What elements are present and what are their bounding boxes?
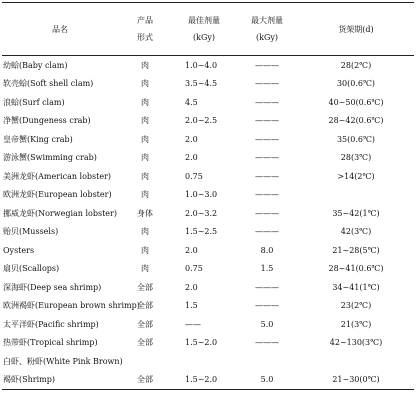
cell-form: 肉	[141, 171, 149, 181]
cell-shelf-life: 21~30(0℃)	[298, 371, 414, 390]
cell-optimal-dose	[172, 352, 236, 371]
cell-shelf-life: 42(3℃)	[340, 227, 372, 237]
cell-shelf-life: 21(3℃)	[340, 319, 372, 329]
cell-form: 全部	[137, 301, 153, 311]
cell-shelf-life: 42~130(3℃)	[329, 338, 383, 348]
cell-max-dose: 8.0	[260, 245, 274, 255]
table-row	[2, 241, 414, 260]
cell-name: 美洲龙虾(American lobster)	[3, 171, 112, 181]
cell-shelf-life: 30(0.6℃)	[336, 79, 376, 89]
cell-form: 肉	[141, 134, 149, 144]
cell-optimal-dose: 2.0	[185, 134, 198, 144]
table-row	[2, 149, 414, 168]
cell-form: 肉	[141, 116, 149, 126]
cell-shelf-life: >14(2℃)	[337, 171, 375, 181]
cell-optimal-dose: 1.5	[185, 301, 198, 311]
cell-max-dose: 5.0	[260, 319, 274, 329]
cell-form: 肉	[141, 97, 149, 107]
cell-form: 全部	[137, 338, 153, 348]
cell-name: 褐虾(Shrimp)	[2, 371, 118, 390]
cell-max-dose: ———	[255, 282, 279, 292]
table-body	[2, 56, 414, 390]
cell-max-dose: ———	[255, 208, 279, 218]
table-row	[2, 93, 414, 112]
table-row	[2, 334, 414, 353]
cell-optimal-dose: 1.0~3.0	[185, 190, 218, 200]
cell-shelf-life	[298, 186, 414, 205]
cell-name: 热带虾(Tropical shrimp)	[3, 338, 98, 348]
cell-shelf-life	[298, 352, 414, 371]
table-row	[2, 352, 414, 371]
table-row	[2, 130, 414, 149]
cell-max-dose: ———	[255, 301, 279, 311]
cell-name: 浪蛤(Surf clam)	[3, 97, 65, 107]
table-row	[2, 112, 414, 131]
cell-max-dose	[236, 352, 298, 371]
cell-optimal-dose: 1.5~2.0	[172, 371, 236, 390]
cell-optimal-dose: 1.5~2.0	[185, 338, 218, 348]
cell-name: 太平洋虾(Pacific shrimp)	[3, 319, 99, 329]
table-row	[2, 167, 414, 186]
cell-max-dose: ———	[255, 116, 279, 126]
cell-name: 扇贝(Scallops)	[3, 264, 60, 274]
table-row	[2, 223, 414, 242]
cell-shelf-life: 21~28(5℃)	[332, 245, 380, 255]
cell-max-dose: ———	[255, 153, 279, 163]
table-row	[2, 260, 414, 279]
table-row	[2, 186, 414, 205]
cell-form: 肉	[141, 153, 149, 163]
cell-shelf-life: 34~41(1℃)	[332, 282, 380, 292]
cell-name: 白虾、粉虾(White Pink Brown)	[3, 356, 123, 366]
cell-optimal-dose: 2.0~2.5	[185, 116, 218, 126]
table-row	[2, 278, 414, 297]
table-row	[2, 297, 414, 316]
cell-max-dose: ———	[255, 227, 279, 237]
header-shelf-life: 货架期(d)	[298, 3, 414, 56]
cell-optimal-dose: 2.0~3.2	[185, 208, 218, 218]
cell-name: 软壳蛤(Soft shell clam)	[3, 79, 94, 89]
header-max-dose: 最大剂量 (kGy)	[236, 3, 298, 56]
header-name: 品名	[2, 3, 118, 56]
cell-optimal-dose: 0.75	[185, 264, 203, 274]
cell-max-dose: ———	[255, 60, 279, 70]
irradiation-dose-table	[2, 2, 414, 390]
cell-max-dose: ———	[255, 79, 279, 89]
cell-shelf-life: 28(3℃)	[340, 153, 372, 163]
cell-name: 欧洲龙虾(European lobster)	[3, 190, 112, 200]
cell-name: 贻贝(Mussels)	[3, 227, 59, 237]
cell-form: 肉	[141, 245, 149, 255]
cell-form: 全部	[137, 282, 153, 292]
table-row	[2, 56, 414, 75]
cell-shelf-life: 28(2℃)	[340, 60, 372, 70]
cell-name: 净蟹(Dungeness crab)	[3, 116, 91, 126]
cell-max-dose: ———	[255, 190, 279, 200]
cell-optimal-dose: 3.5~4.5	[185, 79, 218, 89]
cell-optimal-dose: 2.0	[185, 245, 198, 255]
cell-max-dose: 1.5	[260, 264, 274, 274]
cell-name: 挪威龙虾(Norwegian lobster)	[3, 208, 117, 218]
cell-form: 肉	[141, 190, 149, 200]
cell-name: Oysters	[3, 245, 35, 255]
cell-form: 全部	[137, 319, 153, 329]
cell-name: 深海虾(Deep sea shrimp)	[3, 282, 102, 292]
table-row	[2, 371, 414, 390]
table-row	[2, 315, 414, 334]
cell-optimal-dose: 2.0	[185, 282, 198, 292]
cell-form: 身体	[137, 208, 153, 218]
cell-form: 肉	[141, 264, 149, 274]
cell-optimal-dose: 1.0~4.0	[185, 60, 218, 70]
cell-form: 肉	[141, 79, 149, 89]
cell-name: 游泳蟹(Swimming crab)	[3, 153, 97, 163]
cell-optimal-dose: 1.5~2.5	[185, 227, 218, 237]
cell-name: 皇帝蟹(King crab)	[3, 134, 73, 144]
table-row	[2, 204, 414, 223]
cell-optimal-dose: 0.75	[185, 171, 203, 181]
table-header-row	[2, 3, 414, 56]
header-optimal-dose: 最佳剂量 (kGy)	[172, 3, 236, 56]
cell-form: 全部	[118, 371, 172, 390]
cell-max-dose: 5.0	[236, 371, 298, 390]
cell-shelf-life: 35(0.6℃)	[336, 134, 376, 144]
header-form: 产品 形式	[118, 3, 172, 56]
cell-form	[118, 352, 172, 371]
cell-max-dose: ———	[255, 171, 279, 181]
cell-optimal-dose: 4.5	[185, 97, 198, 107]
cell-shelf-life: 35~42(1℃)	[332, 208, 380, 218]
cell-shelf-life: 40~50(0.6℃)	[328, 97, 384, 107]
cell-shelf-life: 23(2℃)	[340, 301, 372, 311]
cell-form: 肉	[141, 60, 149, 70]
cell-name: 欧洲褐虾(European brown shrimp)	[3, 301, 140, 311]
cell-max-dose: ———	[255, 97, 279, 107]
cell-shelf-life: 28~42(0.6℃)	[328, 116, 384, 126]
cell-shelf-life: 28~41(0.6℃)	[328, 264, 384, 274]
table-row	[2, 75, 414, 94]
cell-optimal-dose: 2.0	[185, 153, 198, 163]
cell-max-dose: ———	[255, 338, 279, 348]
cell-name: 幼蛤(Baby clam)	[3, 60, 68, 70]
cell-optimal-dose: ——	[185, 319, 201, 329]
cell-max-dose: ———	[255, 134, 279, 144]
cell-form: 肉	[141, 227, 149, 237]
